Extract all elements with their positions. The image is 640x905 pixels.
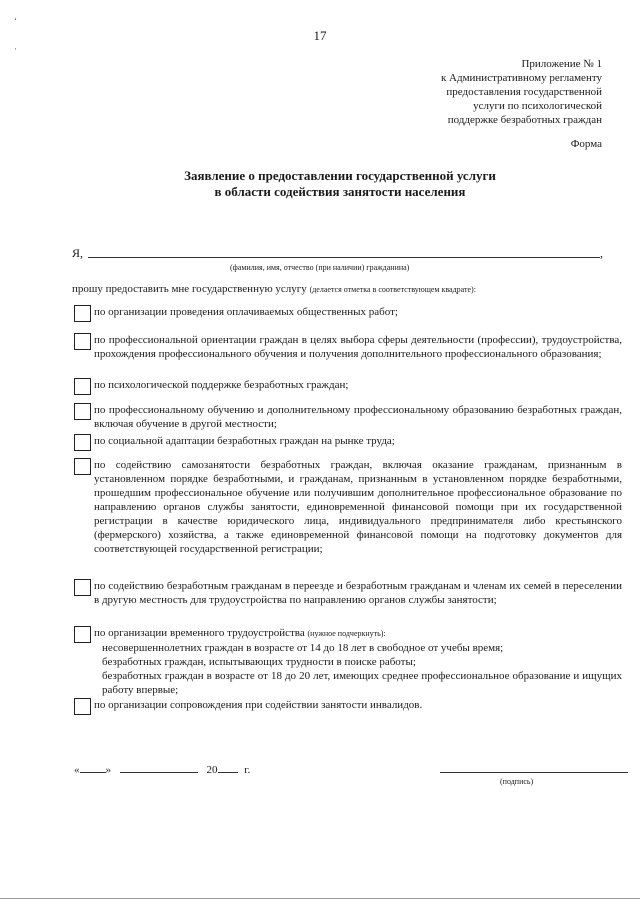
temp-employment-subitem[interactable]: безработных граждан, испытывающих трудности в поиске работы;	[102, 656, 416, 668]
service-option	[74, 579, 622, 607]
service-checkbox[interactable]	[74, 333, 91, 350]
title-line-2: в области содействия занятости населения	[214, 184, 466, 199]
temp-employment-label: по организации временного трудоустройства	[94, 627, 305, 639]
service-label: по организации сопровождения при содействии занятости инвалидов.	[94, 699, 423, 711]
service-label: по психологической поддержке безработных граждан;	[94, 379, 349, 391]
service-option	[74, 434, 622, 448]
date-year-field[interactable]	[218, 762, 238, 773]
service-option	[74, 458, 622, 556]
service-label: по социальной адаптации безработных граждан на рынке труда;	[94, 435, 395, 447]
service-option	[74, 378, 622, 392]
service-label: по профессиональному обучению и дополнительному профессиональному образованию безработных граждан, включая обучение в другой местности;	[94, 404, 622, 430]
service-label: по содействию безработным гражданам в переезде и безработным гражданам и членам их семей в переселении в другую местность для трудоустройства по направлению органов службы занятости;	[94, 580, 622, 606]
appendix-line: поддержке безработных граждан	[447, 114, 602, 126]
temp-employment-subitem[interactable]: несовершеннолетних граждан в возрасте от 14 до 18 лет в свободное от учебы время;	[102, 642, 504, 654]
form-label: Форма	[570, 138, 602, 150]
scan-mark-icon: ‘	[14, 16, 17, 26]
appendix-line: к Административному регламенту	[440, 72, 602, 84]
applicant-name-hint: (фамилия, имя, отчество (при наличии) гражданина)	[230, 263, 410, 272]
date-day-field[interactable]	[80, 762, 106, 773]
service-checkbox[interactable]	[74, 458, 91, 475]
date-field	[74, 762, 250, 776]
appendix-line: Приложение № 1	[521, 58, 602, 70]
request-text: прошу предоставить мне государственную услугу	[72, 283, 307, 295]
title-line-1: Заявление о предоставлении государственной услуги	[184, 168, 496, 183]
service-option-temp-employment	[74, 626, 622, 697]
signature-hint: (подпись)	[500, 777, 534, 786]
signature-field[interactable]	[440, 772, 628, 773]
service-option	[74, 403, 622, 431]
service-checkbox[interactable]	[74, 626, 91, 643]
date-year-suffix: г.	[244, 764, 251, 776]
service-option	[74, 333, 622, 361]
service-option	[74, 305, 622, 319]
service-label: по содействию самозанятости безработных граждан, включая оказание гражданам, признанным в установленном порядке безработными, и гражданам, признанным в установленном порядке безработными, прошедшим профессиональное обучение или получившим дополнительное профессиональное образование по направлению органов службы занятости, единовременной финансовой помощи при их государственной регистрации в качестве юридического лица, индивидуального предпринимателя либо крестьянского (фермерского) хозяйства, а также единовременной финансовой помощи на подготовку документов для соответствующей государственной регистрации;	[94, 459, 622, 555]
page-bottom-divider	[0, 898, 640, 899]
scan-mark-icon: ·	[14, 44, 17, 54]
applicant-suffix: ,	[600, 246, 603, 260]
service-checkbox[interactable]	[74, 434, 91, 451]
appendix-block	[342, 57, 602, 127]
temp-employment-heading	[94, 626, 622, 641]
appendix-line: услуги по психологической	[473, 100, 602, 112]
document-title	[80, 168, 600, 200]
service-checkbox[interactable]	[74, 305, 91, 322]
service-checkbox[interactable]	[74, 378, 91, 395]
date-open-quote: «	[74, 764, 80, 776]
temp-employment-note: (нужное подчеркнуть):	[307, 629, 386, 638]
service-label: по организации проведения оплачиваемых общественных работ;	[94, 306, 398, 318]
date-close-quote: »	[105, 764, 111, 776]
appendix-line: предоставления государственной	[446, 86, 602, 98]
request-line	[72, 283, 476, 295]
temp-employment-subitem[interactable]: безработных граждан в возрасте от 18 до 20 лет, имеющих среднее профессиональное образование и ищущих работу впервые;	[102, 670, 622, 696]
service-checkbox[interactable]	[74, 403, 91, 420]
request-note: (делается отметка в соответствующем квадрате):	[309, 285, 476, 294]
applicant-name-field[interactable]	[88, 257, 600, 258]
service-checkbox[interactable]	[74, 579, 91, 596]
applicant-prefix: Я,	[72, 246, 84, 260]
service-checkbox[interactable]	[74, 698, 91, 715]
service-label: по профессиональной ориентации граждан в целях выбора сферы деятельности (профессии), трудоустройства, прохождения профессионального обучения и получения дополнительного профессионального образования;	[94, 334, 622, 360]
date-month-field[interactable]	[120, 762, 198, 773]
date-year-prefix: 20	[206, 764, 218, 776]
page-number: 17	[313, 28, 327, 43]
service-option	[74, 698, 622, 712]
